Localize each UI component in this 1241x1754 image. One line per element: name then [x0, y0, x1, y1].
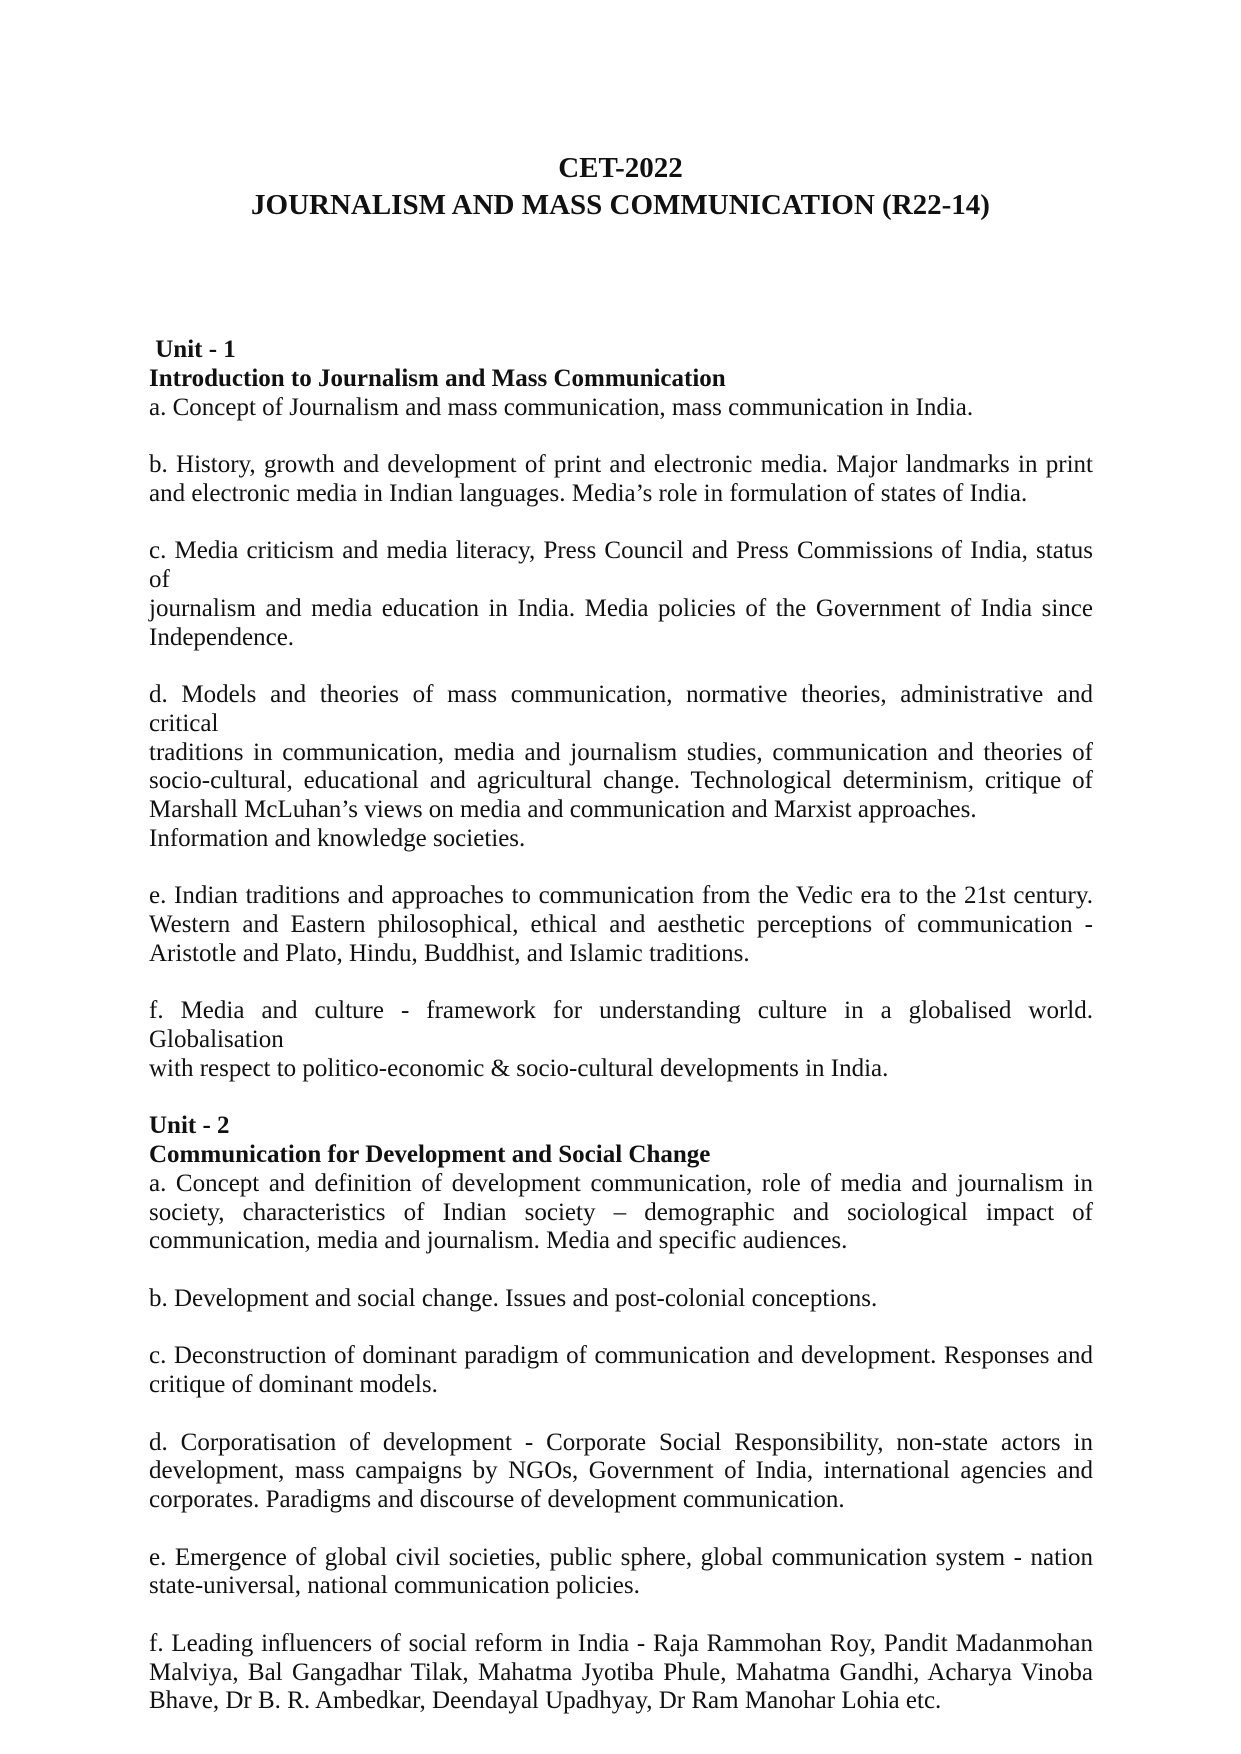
text-line: traditions in communication, media and journalism studies, communication and theories of	[149, 738, 1093, 766]
text-line: e. Indian traditions and approaches to communication from the Vedic era to the 21st century.	[149, 882, 1093, 910]
document-subtitle: JOURNALISM AND MASS COMMUNICATION (R22-14)	[251, 189, 990, 221]
syllabus-item	[149, 394, 1093, 423]
syllabus-body	[149, 336, 1093, 1745]
text-line: f. Leading influencers of social reform in India - Raja Rammohan Roy, Pandit Madanmohan	[149, 1629, 1093, 1657]
text-line: a. Concept and definition of development communication, role of media and journalism in	[149, 1169, 1093, 1197]
text-line: Western and Eastern philosophical, ethical and aesthetic perceptions of communication -	[149, 911, 1093, 938]
text-line: critique of dominant models.	[149, 1371, 438, 1398]
syllabus-item	[149, 997, 1093, 1083]
unit-title: Introduction to Journalism and Mass Communication	[149, 364, 726, 392]
text-line: f. Media and culture - framework for understanding culture in a globalised world. Globalisation	[149, 997, 1093, 1053]
text-line: with respect to politico-economic & socio-cultural developments in India.	[149, 1054, 889, 1082]
syllabus-item	[149, 451, 1093, 509]
text-line: society, characteristics of Indian society – demographic and sociological impact of	[149, 1198, 1093, 1226]
text-line: c. Deconstruction of dominant paradigm of communication and development. Responses and	[149, 1342, 1093, 1370]
unit-label: Unit - 1	[149, 336, 236, 363]
unit-label: Unit - 2	[149, 1112, 230, 1140]
syllabus-item	[149, 681, 1093, 854]
text-line: b. History, growth and development of print and electronic media. Major landmarks in print	[149, 451, 1093, 478]
text-line: Malviya, Bal Gangadhar Tilak, Mahatma Jyotiba Phule, Mahatma Gandhi, Acharya Vinoba	[149, 1658, 1093, 1686]
syllabus-item	[149, 1630, 1093, 1716]
text-line: corporates. Paradigms and discourse of development communication.	[149, 1486, 845, 1513]
document-title: CET-2022	[558, 152, 683, 184]
text-line: and electronic media in Indian languages. Media’s role in formulation of states of India.	[149, 479, 1028, 507]
syllabus-item	[149, 1342, 1093, 1400]
text-line: state-universal, national communication policies.	[149, 1572, 640, 1600]
text-line: Independence.	[149, 623, 295, 651]
unit-title: Communication for Development and Social Change	[149, 1141, 711, 1168]
text-line: socio-cultural, educational and agricultural change. Technological determinism, critique of	[149, 767, 1093, 795]
document-header	[0, 150, 1241, 224]
text-line: Bhave, Dr B. R. Ambedkar, Deendayal Upadhyay, Dr Ram Manohar Lohia etc.	[149, 1687, 942, 1715]
text-line: development, mass campaigns by NGOs, Government of India, international agencies and	[149, 1457, 1093, 1485]
syllabus-item	[149, 537, 1093, 652]
text-line: c. Media criticism and media literacy, Press Council and Press Commissions of India, status of	[149, 537, 1093, 593]
text-line: d. Corporatisation of development - Corporate Social Responsibility, non-state actors in	[149, 1428, 1093, 1456]
syllabus-item	[149, 882, 1093, 968]
text-line: d. Models and theories of mass communication, normative theories, administrative and critical	[149, 681, 1093, 737]
unit-section	[149, 1112, 1093, 1716]
text-line: a. Concept of Journalism and mass communication, mass communication in India.	[149, 393, 974, 421]
text-line: communication, media and journalism. Media and specific audiences.	[149, 1227, 848, 1255]
syllabus-item	[149, 1429, 1093, 1515]
text-line: e. Emergence of global civil societies, public sphere, global communication system - nation	[149, 1543, 1093, 1571]
text-line: b. Development and social change. Issues and post-colonial conceptions.	[149, 1284, 878, 1312]
text-line: Information and knowledge societies.	[149, 824, 526, 852]
text-line: Marshall McLuhan’s views on media and communication and Marxist approaches.	[149, 796, 977, 823]
text-line: journalism and media education in India. Media policies of the Government of India since	[149, 594, 1093, 622]
syllabus-item	[149, 1285, 1093, 1314]
unit-section	[149, 336, 1093, 1084]
text-line: Aristotle and Plato, Hindu, Buddhist, and Islamic traditions.	[149, 939, 750, 967]
syllabus-item	[149, 1170, 1093, 1256]
syllabus-item	[149, 1544, 1093, 1602]
